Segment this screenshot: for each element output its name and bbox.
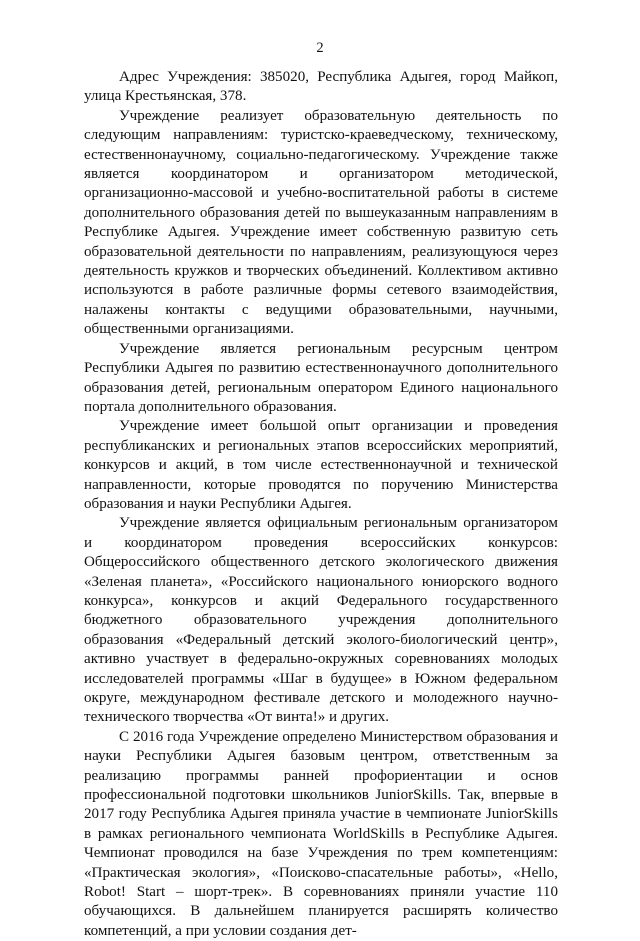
- document-body: [84, 68, 558, 941]
- paragraph-activities: Учреждение реализует образовательную деятельность по следующим направлениям: туристско-краеведческому, техническому, естественнонаучному, социально-педагогическому. Учреждение также является координатором и организатором методической, организационно-массовой и учебно-воспитательной работы в системе дополнительного образования детей по вышеуказанным направлениям в Республике Адыгея. Учреждение имеет собственную развитую сеть образовательной деятельности по направлениям, реализующуюся через деятельность кружков и творческих объединений. Коллективом активно используются в работе различные формы сетевого взаимодействия, налажены контакты с ведущими образовательными, научными, общественными организациями.: [84, 107, 558, 338]
- paragraph-experience: Учреждение имеет большой опыт организации и проведения республиканских и региональных этапов всероссийских мероприятий, конкурсов и акций, в том числе естественнонаучной и технической направленности, которые проводятся по поручению Министерства образования и науки Республики Адыгея.: [84, 418, 558, 512]
- paragraph-juniorskills: С 2016 года Учреждение определено Министерством образования и науки Республики Адыгея базовым центром, ответственным за реализацию программы ранней профориентации и основ профессиональной подготовки школьников JuniorSkills. Так, впервые в 2017 году Республика Адыгея приняла участие в чемпионате JuniorSkills в рамках регионального чемпионата WorldSkills в Республике Адыгея. Чемпионат проводился на базе Учреждения по трем компетенциям: «Практическая экология», «Поисково-спасательные работы», «Hello, Robot! Start – шорт-трек». В соревнованиях приняли участие 110 обучающихся. В дальнейшем планируется расширять количество компетенций, а при условии создания дет-: [84, 728, 558, 939]
- paragraph-official-organizer: Учреждение является официальным региональным организатором и координатором проведения всероссийских конкурсов: Общероссийского общественного детского экологического движения «Зеленая планета», «Российского национального юниорского водного конкурса», конкурсов и акций Федерального государственного бюджетного образовательного учреждения дополнительного образования «Федеральный детский эколого-биологический центр», активно участвует в федерально-окружных соревнованиях молодых исследователей программы «Шаг в будущее» в Южном федеральном округе, международном фестивале детского и молодежного научно-технического творчества «От винта!» и других.: [84, 515, 558, 726]
- page-number: 2: [316, 40, 324, 56]
- paragraph-address: Адрес Учреждения: 385020, Республика Адыгея, город Майкоп, улица Крестьянская, 378.: [84, 69, 558, 105]
- paragraph-resource-center: Учреждение является региональным ресурсным центром Республики Адыгея по развитию естественнонаучного дополнительного образования детей, региональным оператором Единого национального портала дополнительного образования.: [84, 340, 558, 415]
